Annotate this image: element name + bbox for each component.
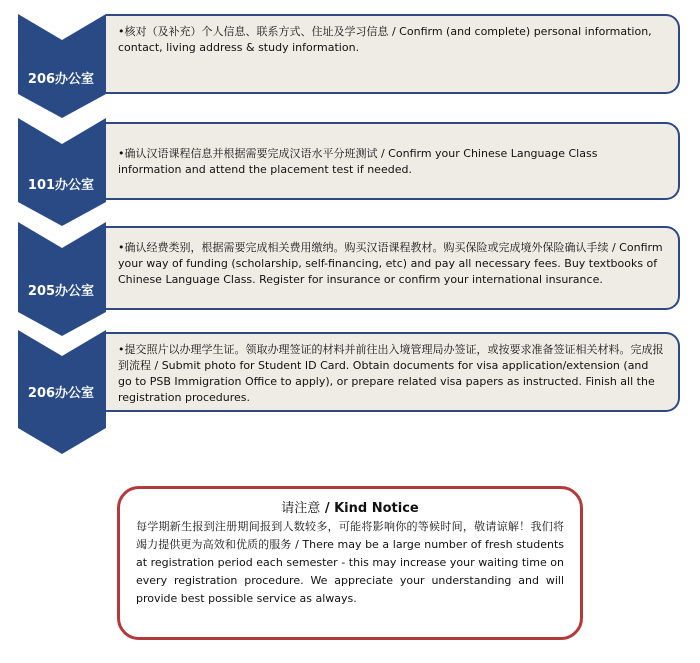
step-2-chevron <box>18 118 106 226</box>
step-3-office: 205办公室 <box>27 284 95 299</box>
step-2-office: 101办公室 <box>27 178 95 193</box>
notice-title-en: / Kind Notice <box>320 501 419 516</box>
step-3-text: •确认经费类别，根据需要完成相关费用缴纳。购买汉语课程教材。购买保险或完成境外保险确认手续 / Confirm your way of funding (scholarship, self-financing, etc) and pay all necessary fees. Buy textbooks of Chinese Language Class. Register for insurance or confirm your international insurance. <box>118 241 663 286</box>
step-4-text: •提交照片以办理学生证。领取办理签证的材料并前往出入境管理局办签证，或按要求准备签证相关材料。完成报到流程 / Submit photo for Student ID Card. Obtain documents for visa application/extension (and go to PSB Immigration Office to apply), or prepare related visa papers as instructed. Finish all the registration procedures. <box>118 343 664 404</box>
step-1-box <box>106 14 680 94</box>
step-2-box <box>106 122 680 200</box>
step-4-office: 206办公室 <box>27 386 95 401</box>
step-2-text: •确认汉语课程信息并根据需要完成汉语水平分班测试 / Confirm your Chinese Language Class information and attend the placement test if needed. <box>118 147 598 176</box>
step-1-chevron <box>18 14 106 118</box>
step-4-box <box>106 332 680 412</box>
notice-title <box>136 497 564 516</box>
step-3-chevron <box>18 222 106 336</box>
step-1-office: 206办公室 <box>27 72 95 87</box>
step-3-box <box>106 226 680 310</box>
notice-title-cn: 请注意 <box>281 501 321 516</box>
kind-notice-box <box>117 486 583 640</box>
step-1-text: •核对（及补充）个人信息、联系方式、住址及学习信息 / Confirm (and complete) personal information, contact, living address & study information. <box>118 25 652 54</box>
notice-body: 每学期新生报到注册期间报到人数较多，可能将影响你的等候时间，敬请谅解！我们将竭力提供更为高效和优质的服务 / There may be a large number of fresh students at registration period each semester - this may increase your waiting time on every registration procedure. We appreciate your understanding and will provide best possible service as always. <box>136 520 564 605</box>
